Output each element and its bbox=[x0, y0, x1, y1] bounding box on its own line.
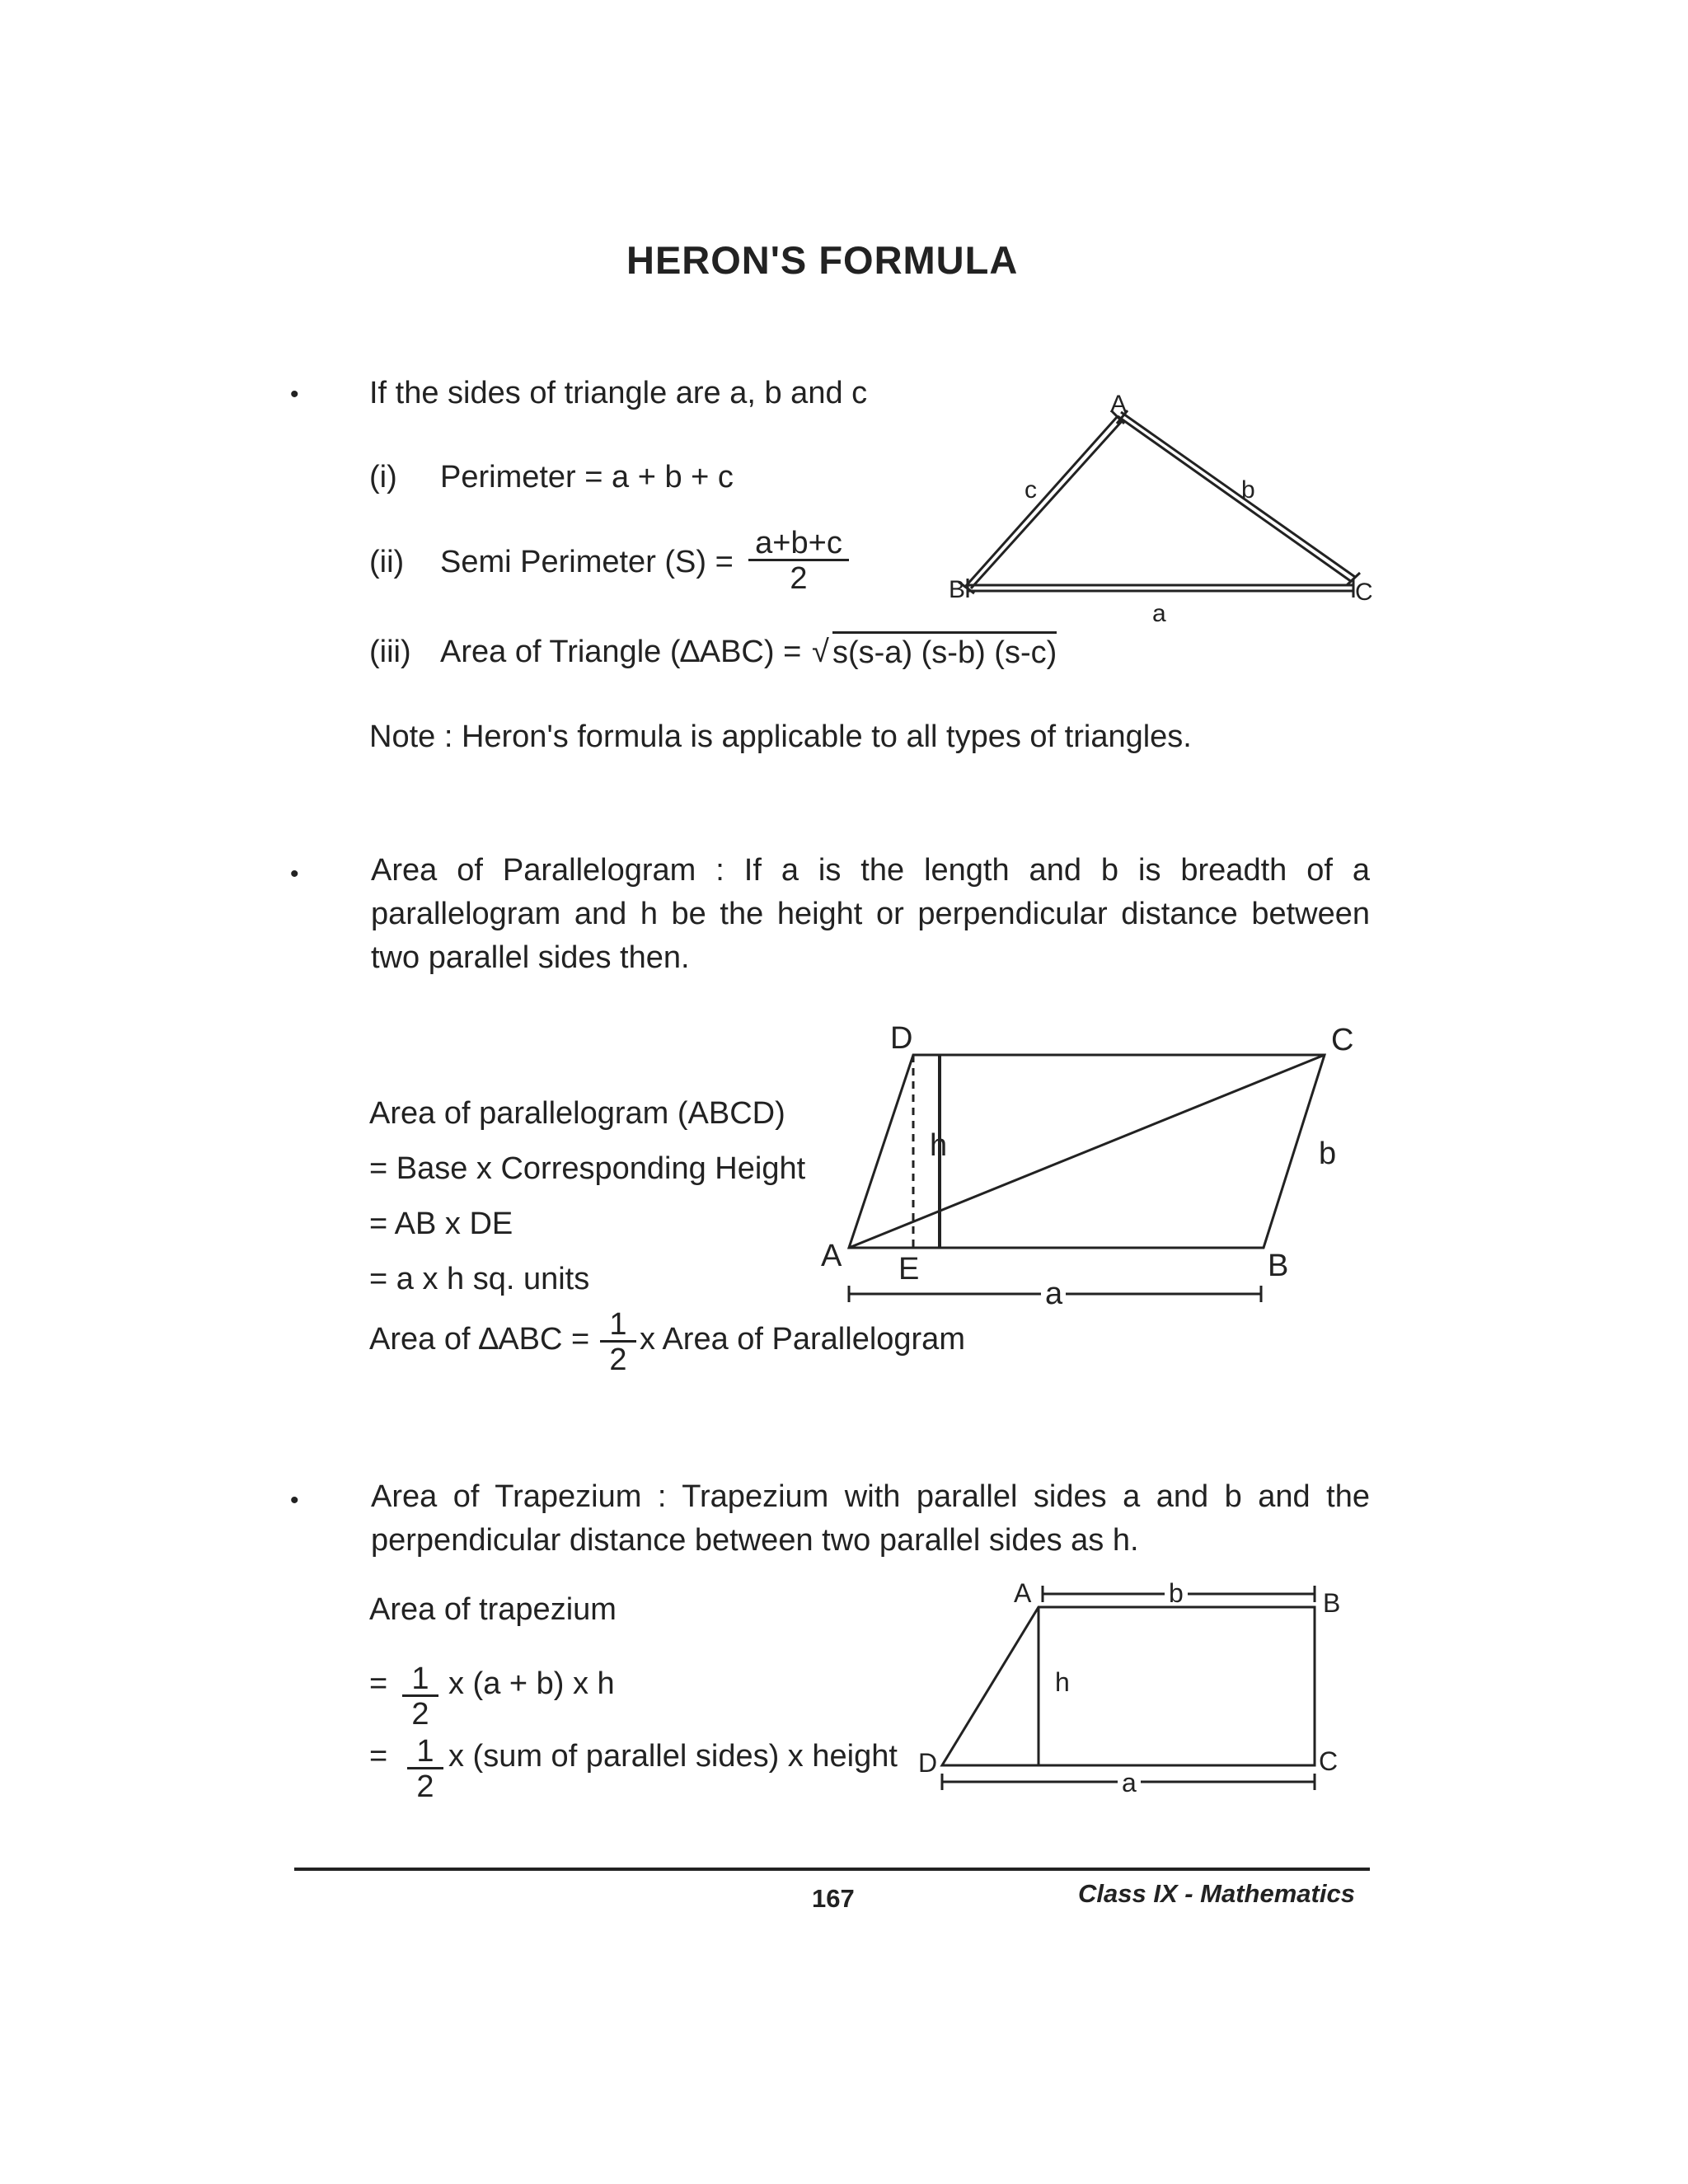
triangle-area-suffix: x Area of Parallelogram bbox=[640, 1322, 965, 1357]
footer-divider bbox=[294, 1868, 1370, 1871]
fraction-denominator: 2 bbox=[609, 1343, 627, 1377]
foot-label-e: E bbox=[898, 1252, 920, 1286]
fraction-numerator: 1 bbox=[402, 1663, 438, 1697]
page-number: 167 bbox=[812, 1884, 855, 1913]
vertex-label-c: C bbox=[1355, 579, 1373, 606]
semi-perimeter-fraction bbox=[748, 527, 849, 594]
parallelogram-area-line: = a x h sq. units bbox=[369, 1262, 590, 1296]
fraction-denominator: 2 bbox=[416, 1769, 434, 1804]
triangle-intro: If the sides of triangle are a, b and c bbox=[369, 376, 868, 410]
bullet: • bbox=[290, 381, 299, 408]
vertex-label-b: B bbox=[949, 576, 966, 603]
parallelogram-area-line: = AB x DE bbox=[369, 1207, 513, 1241]
fraction-numerator: 1 bbox=[600, 1309, 636, 1343]
fraction-numerator: 1 bbox=[407, 1736, 443, 1769]
parallelogram-area-line: = Base x Corresponding Height bbox=[369, 1151, 806, 1186]
vertex-label-d: D bbox=[918, 1748, 938, 1778]
vertex-label-b: B bbox=[1268, 1249, 1289, 1283]
half-fraction bbox=[402, 1663, 438, 1730]
vertex-label-d: D bbox=[890, 1021, 913, 1056]
parallelogram-definition: Area of Parallelogram : If a is the length and b is breadth of a parallelogram and h be the height or perpendicular distance between two parallel sides then. bbox=[371, 853, 1370, 975]
half-fraction bbox=[407, 1736, 443, 1802]
vertex-label-a: A bbox=[1014, 1578, 1032, 1608]
equals-sign: = bbox=[369, 1666, 388, 1701]
base-label-a: a bbox=[1045, 1277, 1063, 1311]
height-label-h: h bbox=[930, 1128, 948, 1163]
item-number: (i) bbox=[369, 460, 397, 494]
parallelogram-diagram bbox=[808, 1014, 1385, 1319]
vertex-label-c: C bbox=[1319, 1746, 1339, 1776]
area-triangle-label: Area of Triangle (∆ABC) = bbox=[440, 635, 802, 669]
parallelogram-area-line: Area of parallelogram (ABCD) bbox=[369, 1096, 785, 1131]
bullet: • bbox=[290, 1487, 299, 1514]
vertex-label-b: B bbox=[1323, 1588, 1341, 1618]
sqrt-symbol: √ bbox=[812, 635, 829, 669]
bullet: • bbox=[290, 860, 299, 888]
side-label-a: a bbox=[1122, 1768, 1137, 1797]
page-title: HERON'S FORMULA bbox=[626, 238, 1019, 282]
side-label-b: b bbox=[1241, 476, 1255, 504]
fraction-denominator: 2 bbox=[411, 1697, 429, 1732]
item-number: (iii) bbox=[369, 635, 411, 669]
side-label-a: a bbox=[1152, 600, 1166, 627]
trapezium-definition: Area of Trapezium : Trapezium with parallel sides a and b and the perpendicular distance between two parallel sides as h. bbox=[371, 1479, 1370, 1558]
fraction-denominator: 2 bbox=[790, 561, 808, 596]
trapezium-diagram bbox=[907, 1574, 1385, 1821]
vertex-label-c: C bbox=[1331, 1023, 1354, 1057]
sqrt-radicand: s(s-a) (s-b) (s-c) bbox=[832, 631, 1057, 671]
heron-note: Note : Heron's formula is applicable to all types of triangles. bbox=[369, 719, 1192, 754]
triangle-diagram bbox=[940, 387, 1385, 635]
half-fraction bbox=[600, 1309, 636, 1376]
fraction-numerator: a+b+c bbox=[748, 527, 849, 561]
trapezium-area-heading: Area of trapezium bbox=[369, 1592, 617, 1627]
vertex-label-a: A bbox=[821, 1239, 842, 1273]
semi-perimeter-label: Semi Perimeter (S) = bbox=[440, 545, 734, 579]
side-label-b: b bbox=[1319, 1137, 1337, 1171]
footer-book-title: Class IX - Mathematics bbox=[1078, 1879, 1355, 1908]
vertex-label-a: A bbox=[1110, 391, 1128, 418]
side-label-b: b bbox=[1169, 1578, 1184, 1608]
height-label-h: h bbox=[1055, 1667, 1070, 1697]
trapezium-area-formula: x (sum of parallel sides) x height bbox=[448, 1739, 898, 1774]
trapezium-area-formula: x (a + b) x h bbox=[448, 1666, 615, 1701]
side-label-c: c bbox=[1025, 476, 1037, 504]
triangle-area-label: Area of ∆ABC = bbox=[369, 1322, 590, 1357]
equals-sign: = bbox=[369, 1739, 388, 1774]
perimeter-formula: Perimeter = a + b + c bbox=[440, 460, 734, 494]
item-number: (ii) bbox=[369, 545, 405, 579]
